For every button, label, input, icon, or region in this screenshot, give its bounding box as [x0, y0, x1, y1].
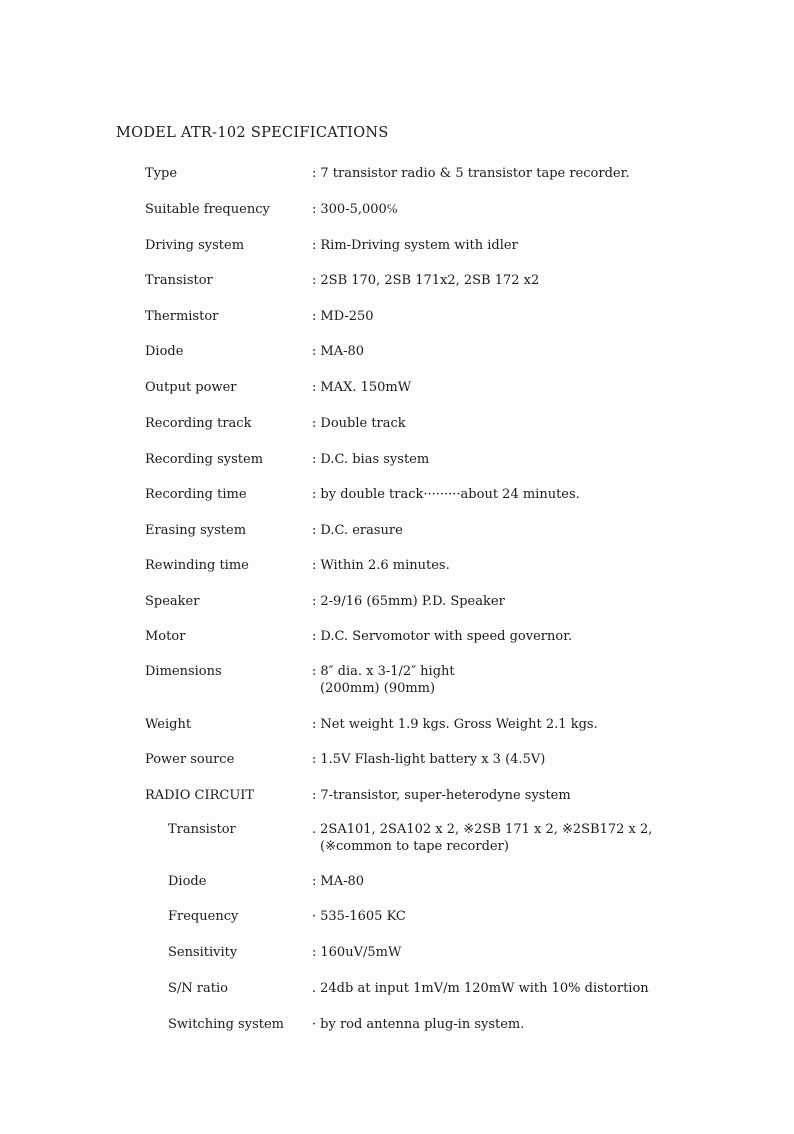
spec-value-line: : D.C. bias system	[312, 452, 430, 467]
spec-value	[312, 787, 571, 804]
spec-separator: :	[312, 452, 317, 467]
spec-value-line: (※common to tape recorder)	[320, 839, 509, 854]
spec-separator: :	[312, 416, 317, 431]
spec-value	[312, 379, 411, 396]
spec-separator: :	[312, 788, 317, 803]
spec-value	[312, 663, 455, 697]
spec-value	[312, 343, 364, 360]
spec-label: Recording track	[145, 416, 252, 431]
spec-value	[312, 908, 406, 925]
spec-separator: :	[312, 874, 317, 889]
spec-value	[312, 486, 580, 503]
spec-label: Transistor	[145, 273, 213, 288]
spec-separator: :	[312, 594, 317, 609]
spec-label: Recording time	[145, 487, 247, 502]
spec-separator: :	[312, 717, 317, 732]
spec-separator: :	[312, 380, 317, 395]
spec-label: S/N ratio	[168, 981, 228, 996]
spec-separator: :	[312, 945, 317, 960]
spec-label: Type	[145, 166, 178, 181]
spec-value	[312, 716, 598, 733]
spec-value	[312, 201, 398, 218]
spec-value-line: : MA-80	[312, 344, 365, 359]
spec-separator: :	[312, 238, 317, 253]
spec-value	[312, 593, 505, 610]
spec-value-line: : 7 transistor radio & 5 transistor tape recorder.	[312, 166, 630, 181]
spec-label: Suitable frequency	[145, 202, 270, 217]
spec-value-line: : MAX. 150mW	[312, 380, 412, 395]
spec-separator: :	[312, 664, 317, 679]
spec-value	[312, 165, 630, 182]
spec-value-line: : 300-5,000℅	[312, 202, 398, 217]
spec-value-line: : 160uV/5mW	[312, 945, 402, 960]
spec-separator: :	[312, 558, 317, 573]
spec-value	[312, 751, 545, 768]
spec-value	[312, 308, 374, 325]
spec-separator: :	[312, 273, 317, 288]
spec-separator: :	[312, 166, 317, 181]
page-title: MODEL ATR-102 SPECIFICATIONS	[116, 125, 389, 141]
spec-value	[312, 980, 649, 997]
spec-value-line: (200mm) (90mm)	[320, 681, 436, 696]
spec-value	[312, 237, 518, 254]
spec-separator: .	[312, 822, 317, 837]
spec-value-line: : 7-transistor, super-heterodyne system	[312, 788, 571, 803]
spec-value-line: : D.C. Servomotor with speed governor.	[312, 629, 573, 644]
spec-label: Thermistor	[145, 309, 219, 324]
spec-separator: ·	[312, 909, 317, 924]
spec-value-line: : Within 2.6 minutes.	[312, 558, 450, 573]
spec-value	[312, 873, 364, 890]
spec-value-line: · 535-1605 KC	[312, 909, 406, 924]
spec-value-line: · by rod antenna plug-in system.	[312, 1017, 525, 1032]
spec-value-line: : MD-250	[312, 309, 374, 324]
spec-value-line: : MA-80	[312, 874, 365, 889]
spec-label: Diode	[168, 874, 207, 889]
spec-label: RADIO CIRCUIT	[145, 788, 255, 803]
spec-value-line: : 2SB 170, 2SB 171x2, 2SB 172 x2	[312, 273, 540, 288]
spec-label: Motor	[145, 629, 186, 644]
spec-value	[312, 557, 450, 574]
spec-label: Switching system	[168, 1017, 284, 1032]
spec-value	[312, 1016, 524, 1033]
spec-label: Sensitivity	[168, 945, 238, 960]
spec-label: Speaker	[145, 594, 200, 609]
spec-value-line: : Rim-Driving system with idler	[312, 238, 518, 253]
spec-separator: :	[312, 629, 317, 644]
spec-label: Frequency	[168, 909, 239, 924]
spec-label: Output power	[145, 380, 237, 395]
spec-label: Rewinding time	[145, 558, 249, 573]
spec-value-line: : 2-9/16 (65mm) P.D. Speaker	[312, 594, 505, 609]
spec-value-line: : 8″ dia. x 3-1/2″ hight	[312, 664, 455, 679]
spec-separator: :	[312, 752, 317, 767]
spec-value-line: : Double track	[312, 416, 406, 431]
spec-separator: .	[312, 981, 317, 996]
spec-value	[312, 628, 572, 645]
spec-value	[312, 944, 401, 961]
spec-label: Driving system	[145, 238, 245, 253]
spec-label: Erasing system	[145, 523, 247, 538]
spec-label: Dimensions	[145, 664, 222, 679]
spec-value-line: : 1.5V Flash-light battery x 3 (4.5V)	[312, 752, 546, 767]
spec-separator: :	[312, 344, 317, 359]
spec-label: Weight	[145, 717, 192, 732]
spec-separator: ·	[312, 1017, 317, 1032]
spec-value	[312, 415, 406, 432]
spec-separator: :	[312, 309, 317, 324]
spec-value	[312, 821, 652, 855]
spec-separator: :	[312, 202, 317, 217]
spec-separator: :	[312, 523, 317, 538]
spec-value	[312, 451, 429, 468]
spec-value	[312, 522, 403, 539]
spec-value-line: : Net weight 1.9 kgs. Gross Weight 2.1 kgs.	[312, 717, 598, 732]
spec-label: Recording system	[145, 452, 264, 467]
spec-value-line: : by double track·········about 24 minutes.	[312, 487, 580, 502]
spec-value	[312, 272, 539, 289]
spec-separator: :	[312, 487, 317, 502]
spec-value-line: . 24db at input 1mV/m 120mW with 10% distortion	[312, 981, 649, 996]
spec-label: Power source	[145, 752, 235, 767]
spec-label: Transistor	[168, 822, 236, 837]
spec-value-line: : D.C. erasure	[312, 523, 403, 538]
spec-value-line: . 2SA101, 2SA102 x 2, ※2SB 171 x 2, ※2SB172 x 2,	[312, 822, 653, 837]
spec-label: Diode	[145, 344, 184, 359]
